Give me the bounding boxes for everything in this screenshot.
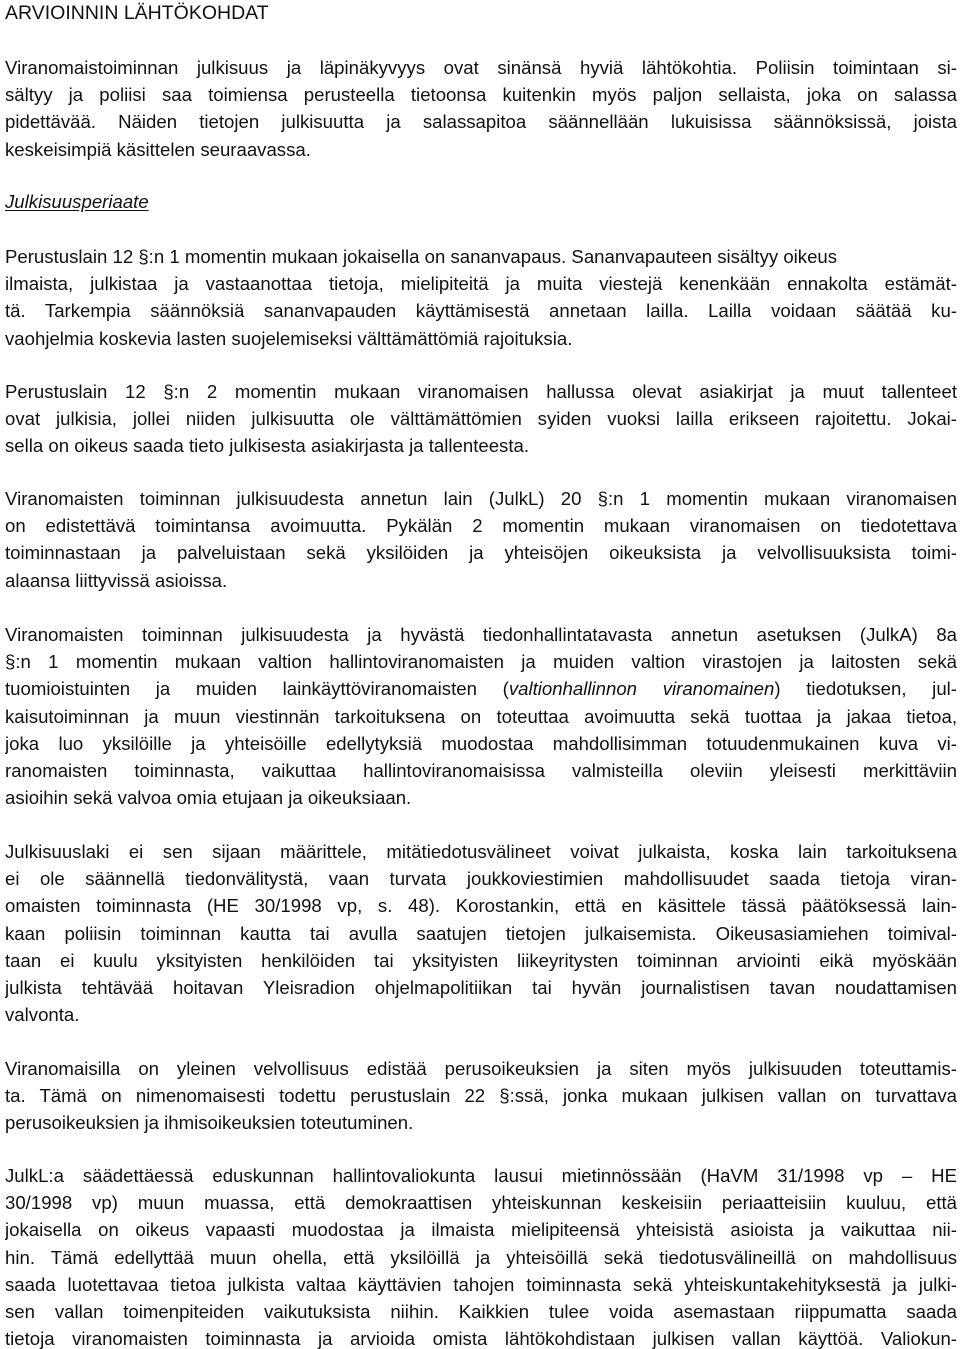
text-line: Perustuslain 12 §:n 1 momentin mukaan jokaisella on sananvapaus. Sananvapauteen sisältyy oikeus	[5, 246, 838, 267]
section-heading: ARVIOINNIN LÄHTÖKOHDAT	[5, 2, 269, 24]
text-line: Julkisuuslaki ei sen sijaan määrittele, mitätiedotusvälineet voivat julkaista, koska lain tarkoituksena	[5, 841, 957, 862]
paragraph-velvollisuus	[5, 1055, 957, 1137]
paragraph-julkl-20	[5, 485, 957, 594]
text-line: tietoja viranomaisten toiminnasta ja arvioida omista lähtökohdistaan julkisen vallan käyttöä. Valiokun-	[5, 1328, 957, 1349]
text-line: Viranomaisten toiminnan julkisuudesta annetun lain (JulkL) 20 §:n 1 momentin mukaan viranomaisen	[5, 488, 957, 509]
text-line: hin. Tämä edellyttää muun ohella, että yksilöillä ja yhteisöillä sekä tiedotusvälineillä on mahdollisuus	[5, 1246, 957, 1268]
text-line: sella on oikeus saada tieto julkisesta asiakirjasta ja tallenteesta.	[5, 435, 530, 457]
text-line: joka luo yksilöille ja yhteisöille edellytyksiä muodostaa mahdollisimman totuudenmukainen kuva vi-	[5, 732, 957, 754]
paragraph-havm	[5, 1162, 957, 1349]
text-line: sen vallan toimenpiteiden vaikutuksista niihin. Kaikkien tulee voida asemastaan riippumatta saada	[5, 1300, 957, 1322]
text-line: toiminnastaan ja palveluistaan sekä yksilöiden ja yhteisöjen oikeuksista ja velvollisuuksista toimi-	[5, 542, 957, 564]
italic-term: valtionhallinnon viranomainen	[508, 678, 775, 700]
paragraph-asiakirjat	[5, 378, 957, 460]
text-line: valvonta.	[5, 1004, 80, 1026]
text-line: ovat julkisia, jollei niiden julkisuutta ole välttämättömien syiden vuoksi lailla erikseen rajoitettu. Jokai-	[5, 408, 957, 430]
text-line: julkista tehtävää hoitavan Yleisradion ohjelmapolitiikan tai hyvän journalistisen tavan noudattamisen	[5, 976, 957, 998]
paragraph-sananvapaus	[5, 243, 957, 352]
text-line: saada luotettavaa tietoa julkista valtaa käyttävien tahojen toiminnasta sekä yhteiskuntakehityksestä ja julki-	[5, 1273, 957, 1295]
text-line: omaisten toiminnasta (HE 30/1998 vp, s. 48). Korostankin, että en käsittele tässä päätöksessä lain-	[5, 895, 957, 917]
text-line: ei ole säännellä tiedonvälitystä, vaan turvata joukkoviestimien mahdollisuudet saada tietoja viran-	[5, 868, 957, 890]
text-line: ta. Tämä on nimenomaisesti todettu perustuslain 22 §:ssä, jonka mukaan julkisen vallan on turvattava	[5, 1085, 957, 1107]
text-line: ranomaisten toiminnasta, vaikuttaa hallintoviranomaisissa valmisteilla oleviin yleisesti merkittäviin	[5, 759, 957, 781]
text-line: tä. Tarkempia säännöksiä sananvapauden käyttämisestä annetaan lailla. Lailla voidaan säätää ku-	[5, 300, 957, 322]
paragraph-julkisuuslaki	[5, 838, 957, 1028]
paragraph-intro	[5, 54, 957, 163]
text-line: kaan poliisin toiminnan kautta tai avulla saatujen tietojen julkaisemista. Oikeusasiamiehen toimival-	[5, 922, 957, 944]
text-line: Viranomaisten toiminnan julkisuudesta ja hyvästä tiedonhallintatavasta annetun asetuksen (JulkA) 8a	[5, 624, 957, 645]
subheading-julkisuusperiaate: Julkisuusperiaate	[5, 191, 149, 212]
text-line: ilmaista, julkistaa ja vastaanottaa tietoja, mielipiteitä ja muita viestejä kenenkään ennakolta estämät-	[5, 273, 957, 295]
text-line: jokaisella on oikeus vapaasti muodostaa ja ilmaista mielipiteensä yhteisistä asioista ja vaikuttaa nii-	[5, 1219, 957, 1241]
text-line: kaisutoiminnan ja muun viestinnän tarkoituksena on toteuttaa avoimuutta sekä tuottaa ja jakaa tietoa,	[5, 705, 957, 727]
text-line: taan ei kuulu yksityisten henkilöiden tai yksityisten liikeyritysten toiminnan arviointi eikä myöskään	[5, 949, 957, 971]
paragraph-julka-8a	[5, 621, 957, 811]
text-line: Perustuslain 12 §:n 2 momentin mukaan viranomaisen hallussa olevat asiakirjat ja muut tallenteet	[5, 381, 957, 402]
text-line: on edistettävä toimintansa avoimuutta. Pykälän 2 momentin mukaan viranomaisen on tiedotettava	[5, 515, 957, 537]
text-line-with-italic: tuomioistuinten ja muiden lainkäyttöviranomaisten (valtionhallinnon viranomainen) tiedotuksen, jul-	[5, 678, 957, 700]
text-line: Viranomaisilla on yleinen velvollisuus edistää perusoikeuksien ja siten myös julkisuuden toteuttamis-	[5, 1058, 957, 1079]
text-line: JulkL:a säädettäessä eduskunnan hallintovaliokunta lausui mietinnössään (HaVM 31/1998 vp – HE	[5, 1165, 957, 1186]
text-line: keskeisimpiä käsittelen seuraavassa.	[5, 138, 311, 160]
text-line: vaohjelmia koskevia lasten suojelemiseksi välttämättömiä rajoituksia.	[5, 327, 573, 349]
text-line: asioihin sekä valvoa omia etujaan ja oikeuksiaan.	[5, 787, 412, 809]
text-line: sältyy ja poliisi saa toimiensa perusteella tietoonsa kuitenkin myös paljon sellaista, joka on salassa	[5, 84, 957, 106]
text-line: pidettävää. Näiden tietojen julkisuutta ja salassapitoa säännellään lukuisissa säännöksissä, joista	[5, 111, 957, 133]
text-line: perusoikeuksien ja ihmisoikeuksien toteutuminen.	[5, 1112, 414, 1134]
text-line: Viranomaistoiminnan julkisuus ja läpinäkyvyys ovat sinänsä hyviä lähtökohtia. Poliisin toimintaan si-	[5, 57, 957, 78]
text-line: 30/1998 vp) muun muassa, että demokraattisen yhteiskunnan keskeisiin periaatteisiin kuuluu, että	[5, 1192, 957, 1214]
text-line: alaansa liittyvissä asioissa.	[5, 569, 228, 591]
text-line: §:n 1 momentin mukaan valtion hallintoviranomaisten ja muiden valtion virastojen ja laitosten sekä	[5, 651, 957, 673]
